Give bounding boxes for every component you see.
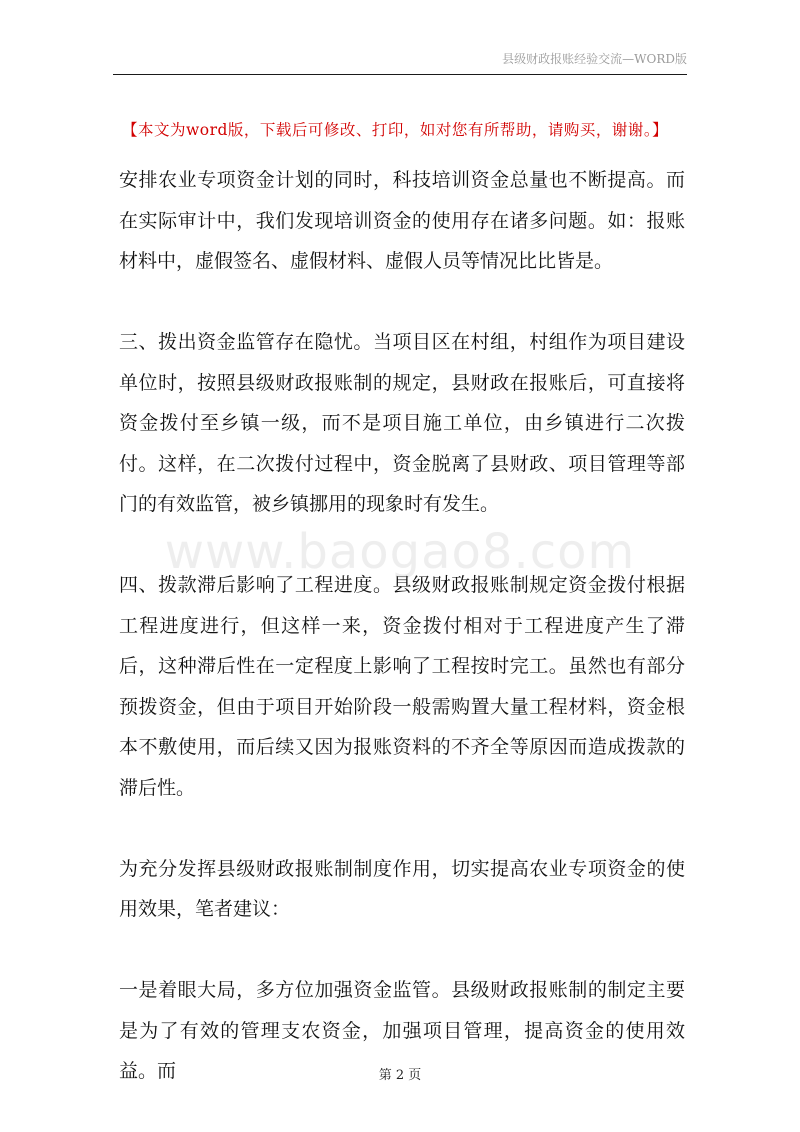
page-number: 第 2 页 [378, 1068, 422, 1083]
running-header: 县级财政报账经验交流—WORD版 [502, 52, 687, 66]
watermark: www.baogao8.com [164, 524, 636, 580]
paragraph: 安排农业专项资金计划的同时，科技培训资金总量也不断提高。而在实际审计中，我们发现培训资金的使用存在诸多问题。如：报账材料中，虚假签名、虚假材料、虚假人员等情况比比皆是。 [119, 169, 685, 272]
paragraph: 三、拨出资金监管存在隐忧。当项目区在村组，村组作为项目建设单位时，按照县级财政报账制的规定，县财政在报账后，可直接将资金拨付至乡镇一级，而不是项目施工单位，由乡镇进行二次拨付。这样，在二次拨付过程中，资金脱离了县财政、项目管理等部门的有效监管，被乡镇挪用的现象时有发生。 [119, 331, 685, 515]
document-body [119, 160, 685, 1132]
paragraph: 为充分发挥县级财政报账制制度作用，切实提高农业专项资金的使用效果，笔者建议： [119, 857, 685, 920]
paragraph: 四、拨款滞后影响了工程进度。县级财政报账制规定资金拨付根据工程进度进行，但这样一来，资金拨付相对于工程进度产生了滞后，这种滞后性在一定程度上影响了工程按时完工。虽然也有部分预拨资金，但由于项目开始阶段一般需购置大量工程材料，资金根本不敷使用，而后续又因为报账资料的不齐全等原因而造成拨款的滞后性。 [119, 574, 685, 799]
download-notice: 【本文为word版，下载后可修改、打印，如对您有所帮助，请购买，谢谢。】 [122, 121, 669, 139]
header-rule [113, 74, 687, 75]
paragraph: 一是着眼大局，多方位加强资金监管。县级财政报账制的制定主要是为了有效的管理支农资金，加强项目管理，提高资金的使用效益。而 [119, 979, 685, 1082]
